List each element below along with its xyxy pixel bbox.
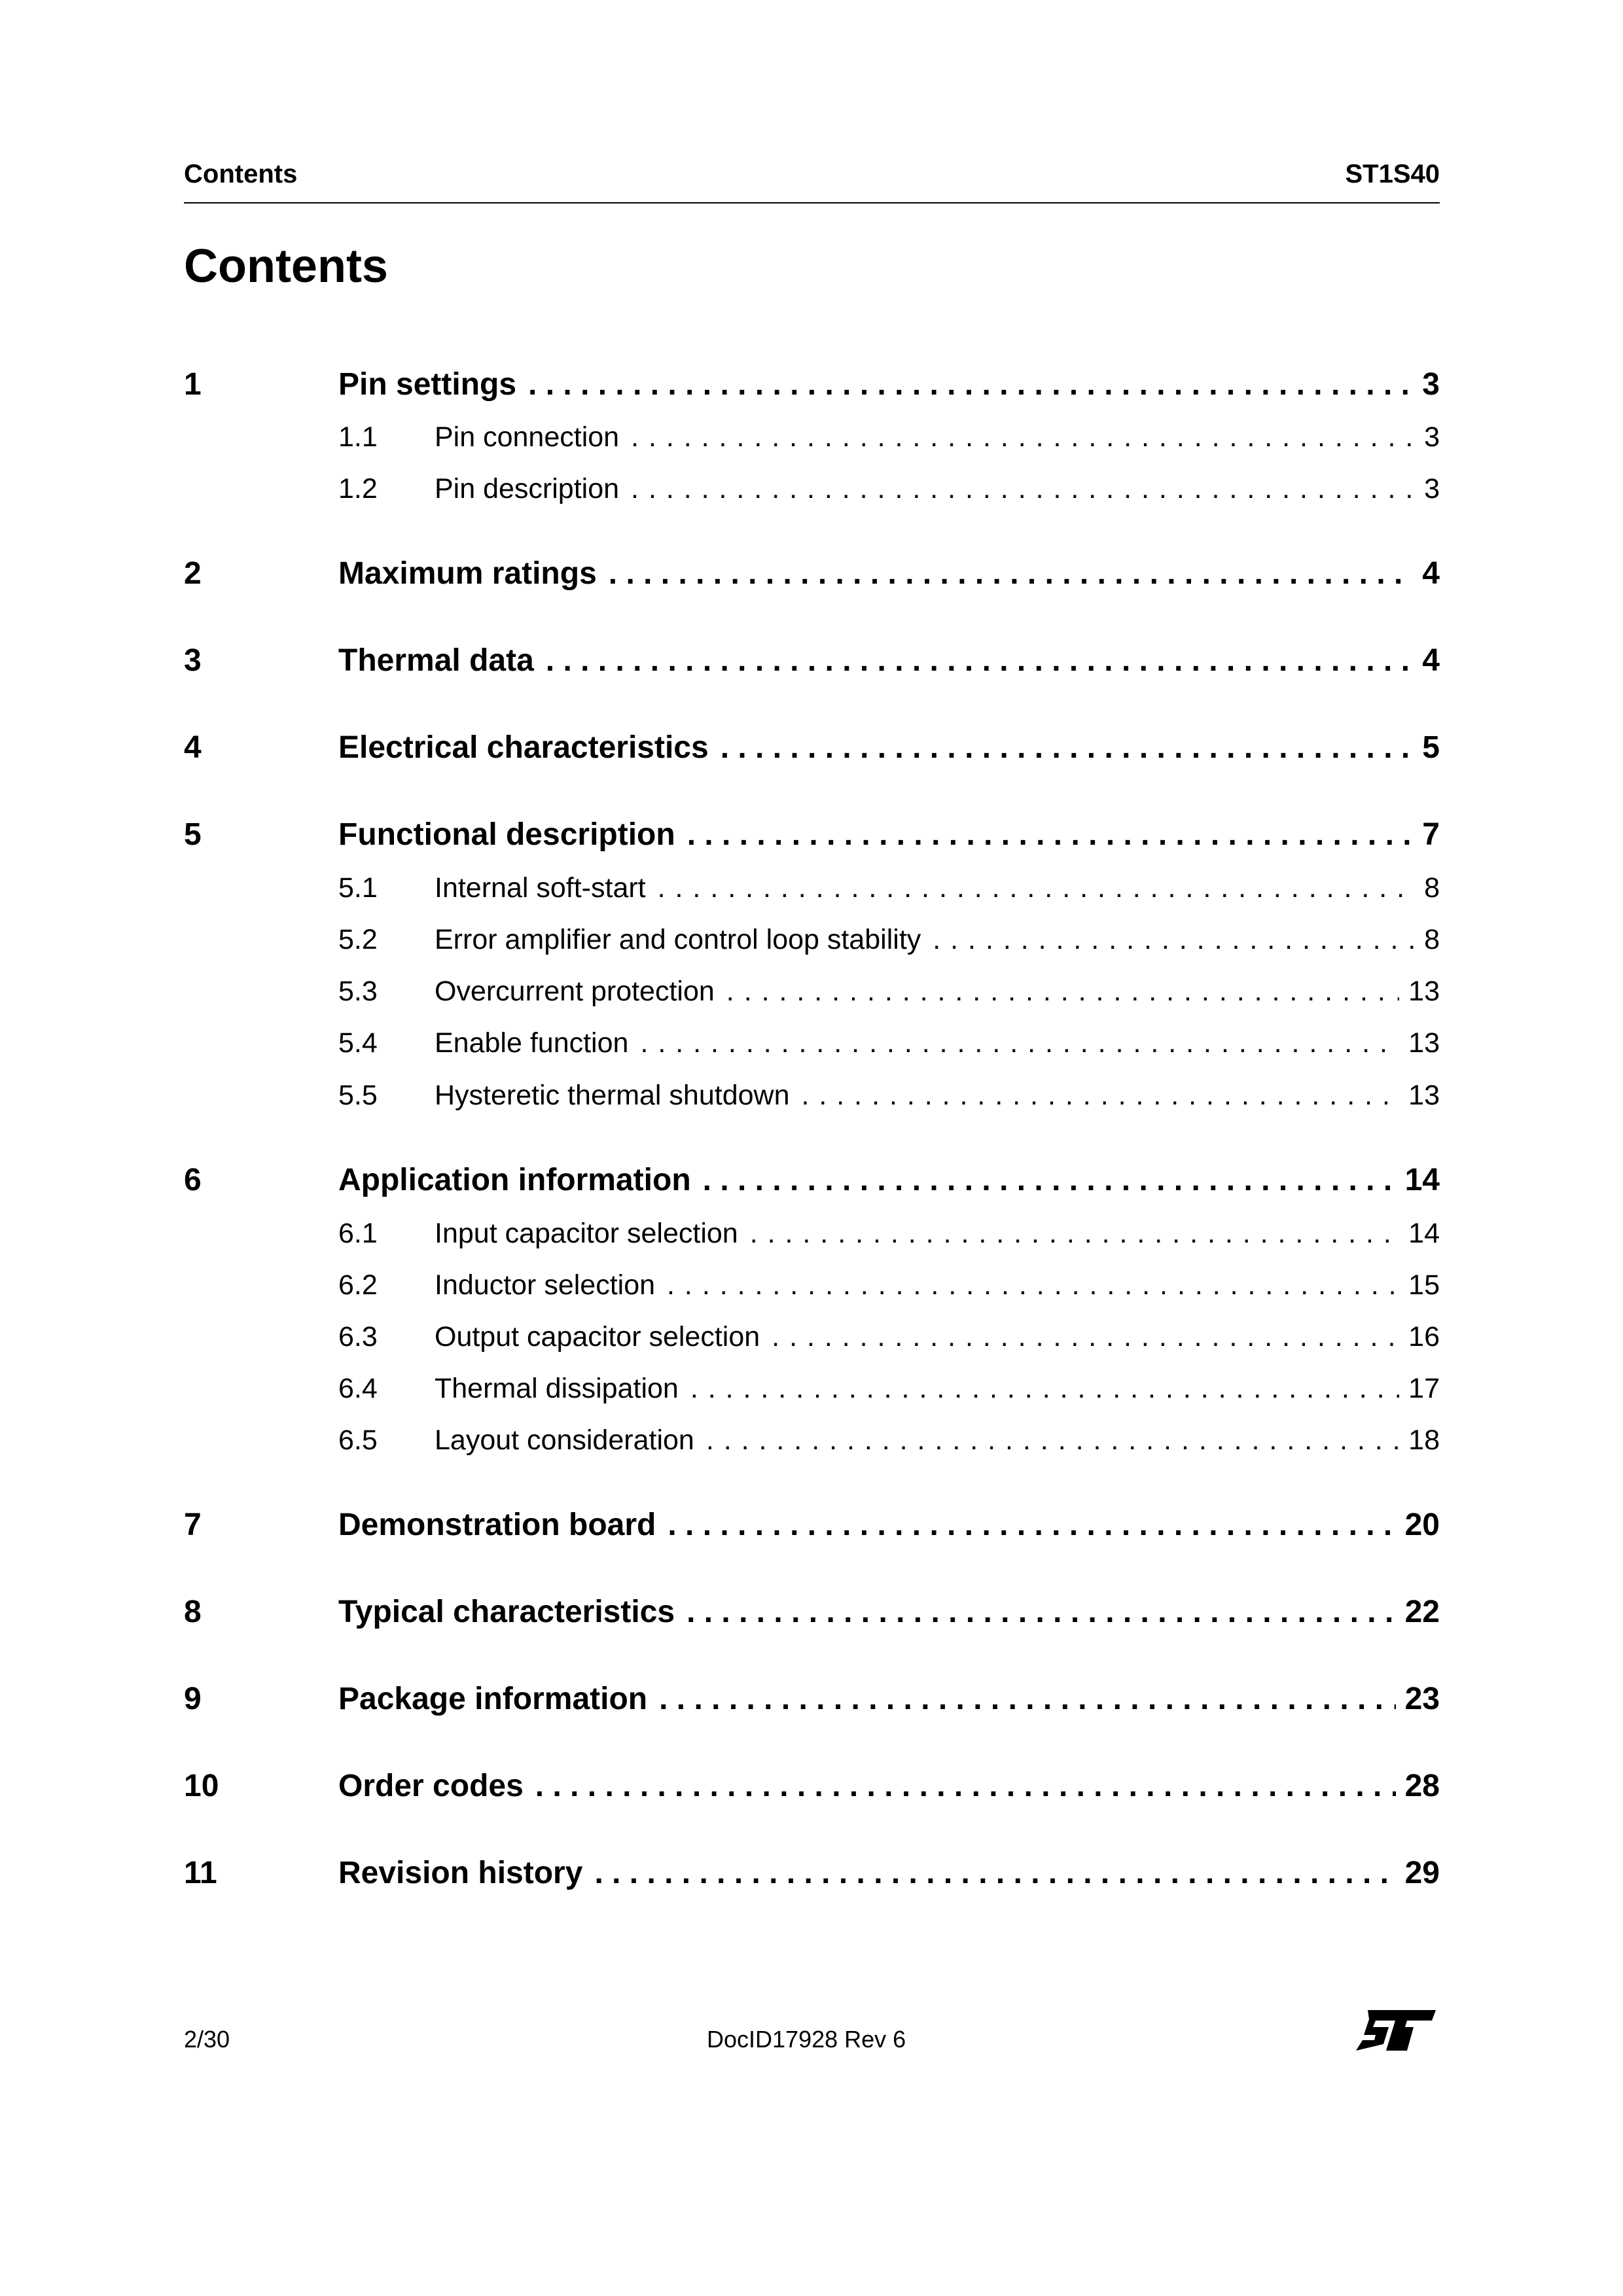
toc-dot-leader — [659, 1681, 1395, 1717]
toc-entry-number: 5.2 — [338, 924, 378, 955]
toc-entry-number: 5.4 — [338, 1027, 378, 1059]
st-logo-icon — [1356, 2007, 1437, 2053]
toc-entry-label: Input capacitor selection — [435, 1218, 738, 1249]
toc-entry-number: 1.1 — [338, 421, 378, 453]
toc-entry[interactable] — [184, 1162, 1440, 1201]
toc-entry-page: 23 — [1404, 1682, 1440, 1716]
toc-subentry[interactable] — [184, 924, 1440, 960]
toc-entry[interactable] — [184, 730, 1440, 769]
toc-entry-label: Thermal data — [338, 643, 534, 678]
toc-subentry[interactable] — [184, 976, 1440, 1012]
toc-entry-number: 9 — [184, 1682, 202, 1716]
toc-entry-number: 6.5 — [338, 1424, 378, 1456]
toc-subentry[interactable] — [184, 872, 1440, 908]
toc-entry-label: Pin connection — [435, 421, 620, 453]
toc-entry-page: 29 — [1404, 1856, 1440, 1890]
toc-entry[interactable] — [184, 817, 1440, 856]
toc-entry-label: Enable function — [435, 1027, 629, 1059]
toc-entry[interactable] — [184, 1507, 1440, 1546]
toc-dot-leader — [535, 1768, 1396, 1804]
toc-entry-page: 3 — [1424, 473, 1440, 504]
toc-entry-number: 6.1 — [338, 1218, 378, 1249]
toc-dot-leader — [690, 1373, 1399, 1405]
toc-dot-leader — [721, 730, 1414, 766]
toc-dot-leader — [687, 1594, 1396, 1630]
toc-dot-leader — [658, 872, 1415, 904]
toc-entry-label: Revision history — [338, 1856, 583, 1890]
toc-dot-leader — [750, 1218, 1399, 1250]
toc-entry-page: 7 — [1422, 817, 1440, 852]
toc-entry-page: 20 — [1404, 1508, 1440, 1542]
page-title: Contents — [184, 240, 388, 292]
toc-entry-page: 14 — [1404, 1163, 1440, 1197]
toc-dot-leader — [667, 1269, 1399, 1301]
toc-subentry[interactable] — [184, 1027, 1440, 1063]
toc-entry-number: 2 — [184, 556, 202, 591]
toc-subentry[interactable] — [184, 1373, 1440, 1409]
toc-entry-label: Package information — [338, 1682, 648, 1716]
toc-dot-leader — [933, 924, 1415, 956]
page-number: 2/30 — [184, 2026, 230, 2053]
toc-subentry[interactable] — [184, 1321, 1440, 1357]
toc-dot-leader — [703, 1162, 1396, 1198]
toc-dot-leader — [802, 1080, 1400, 1112]
toc-entry-label: Functional description — [338, 817, 675, 852]
toc-entry-number: 7 — [184, 1508, 202, 1542]
toc-entry-page: 8 — [1424, 924, 1440, 955]
toc-dot-leader — [528, 366, 1413, 402]
toc-entry-label: Application information — [338, 1163, 691, 1197]
toc-entry-label: Hysteretic thermal shutdown — [435, 1080, 790, 1111]
toc-dot-leader — [687, 817, 1414, 853]
toc-dot-leader — [631, 421, 1415, 453]
toc-subentry[interactable] — [184, 1080, 1440, 1116]
toc-dot-leader — [640, 1027, 1399, 1059]
toc-entry-page: 3 — [1424, 421, 1440, 453]
toc-entry-number: 5.5 — [338, 1080, 378, 1111]
toc-entry-page: 8 — [1424, 872, 1440, 904]
toc-entry-label: Typical characteristics — [338, 1595, 675, 1629]
toc-entry-page: 4 — [1422, 556, 1440, 591]
toc-entry-number: 8 — [184, 1595, 202, 1629]
toc-subentry[interactable] — [184, 1269, 1440, 1305]
toc-subentry[interactable] — [184, 421, 1440, 457]
toc-entry-page: 16 — [1408, 1321, 1440, 1352]
document-id: DocID17928 Rev 6 — [707, 2026, 906, 2053]
toc-entry-label: Pin description — [435, 473, 620, 504]
toc-entry-label: Internal soft-start — [435, 872, 646, 904]
toc-entry-number: 1 — [184, 367, 202, 402]
toc-subentry[interactable] — [184, 1218, 1440, 1254]
toc-entry-label: Overcurrent protection — [435, 976, 715, 1007]
toc-entry[interactable] — [184, 1768, 1440, 1807]
toc-dot-leader — [726, 976, 1399, 1008]
toc-entry-label: Inductor selection — [435, 1269, 656, 1301]
toc-entry[interactable] — [184, 1594, 1440, 1633]
toc-entry-number: 5.1 — [338, 872, 378, 904]
toc-entry-label: Maximum ratings — [338, 556, 597, 591]
toc-entry-page: 15 — [1408, 1269, 1440, 1301]
running-header-product: ST1S40 — [1345, 160, 1440, 188]
toc-dot-leader — [609, 556, 1414, 592]
toc-dot-leader — [772, 1321, 1399, 1353]
toc-entry-page: 3 — [1422, 367, 1440, 402]
toc-entry-page: 13 — [1408, 1027, 1440, 1059]
toc-dot-leader — [668, 1507, 1395, 1543]
toc-entry-page: 5 — [1422, 730, 1440, 765]
toc-entry-page: 14 — [1408, 1218, 1440, 1249]
toc-entry[interactable] — [184, 1681, 1440, 1720]
toc-entry-page: 17 — [1408, 1373, 1440, 1404]
toc-entry-label: Error amplifier and control loop stability — [435, 924, 921, 955]
toc-entry-number: 5 — [184, 817, 202, 852]
toc-entry-page: 22 — [1404, 1595, 1440, 1629]
toc-entry-page: 4 — [1422, 643, 1440, 678]
toc-entry-number: 11 — [184, 1856, 217, 1890]
toc-entry-number: 6.4 — [338, 1373, 378, 1404]
toc-dot-leader — [594, 1855, 1395, 1891]
toc-entry-label: Pin settings — [338, 367, 517, 402]
toc-dot-leader — [631, 473, 1415, 505]
toc-entry-number: 6.2 — [338, 1269, 378, 1301]
toc-entry-label: Demonstration board — [338, 1508, 656, 1542]
toc-entry-page: 13 — [1408, 1080, 1440, 1111]
toc-entry-page: 18 — [1408, 1424, 1440, 1456]
toc-entry-page: 13 — [1408, 976, 1440, 1007]
toc-dot-leader — [706, 1424, 1399, 1457]
toc-entry[interactable] — [184, 366, 1440, 406]
toc-entry-number: 4 — [184, 730, 202, 765]
toc-entry[interactable] — [184, 1855, 1440, 1894]
running-header-section: Contents — [184, 160, 298, 188]
toc-entry[interactable] — [184, 643, 1440, 682]
toc-entry-number: 10 — [184, 1769, 219, 1803]
toc-entry-label: Layout consideration — [435, 1424, 694, 1456]
toc-entry-number: 5.3 — [338, 976, 378, 1007]
toc-entry-label: Order codes — [338, 1769, 524, 1803]
header-divider — [184, 202, 1440, 203]
toc-entry-label: Thermal dissipation — [435, 1373, 679, 1404]
toc-entry-number: 6 — [184, 1163, 202, 1197]
toc-dot-leader — [546, 643, 1414, 679]
toc-entry[interactable] — [184, 556, 1440, 595]
toc-entry-label: Electrical characteristics — [338, 730, 709, 765]
toc-entry-label: Output capacitor selection — [435, 1321, 760, 1352]
toc-subentry[interactable] — [184, 473, 1440, 509]
toc-entry-number: 3 — [184, 643, 202, 678]
toc-entry-page: 28 — [1404, 1769, 1440, 1803]
toc-subentry[interactable] — [184, 1424, 1440, 1460]
toc-entry-number: 1.2 — [338, 473, 378, 504]
toc-entry-number: 6.3 — [338, 1321, 378, 1352]
